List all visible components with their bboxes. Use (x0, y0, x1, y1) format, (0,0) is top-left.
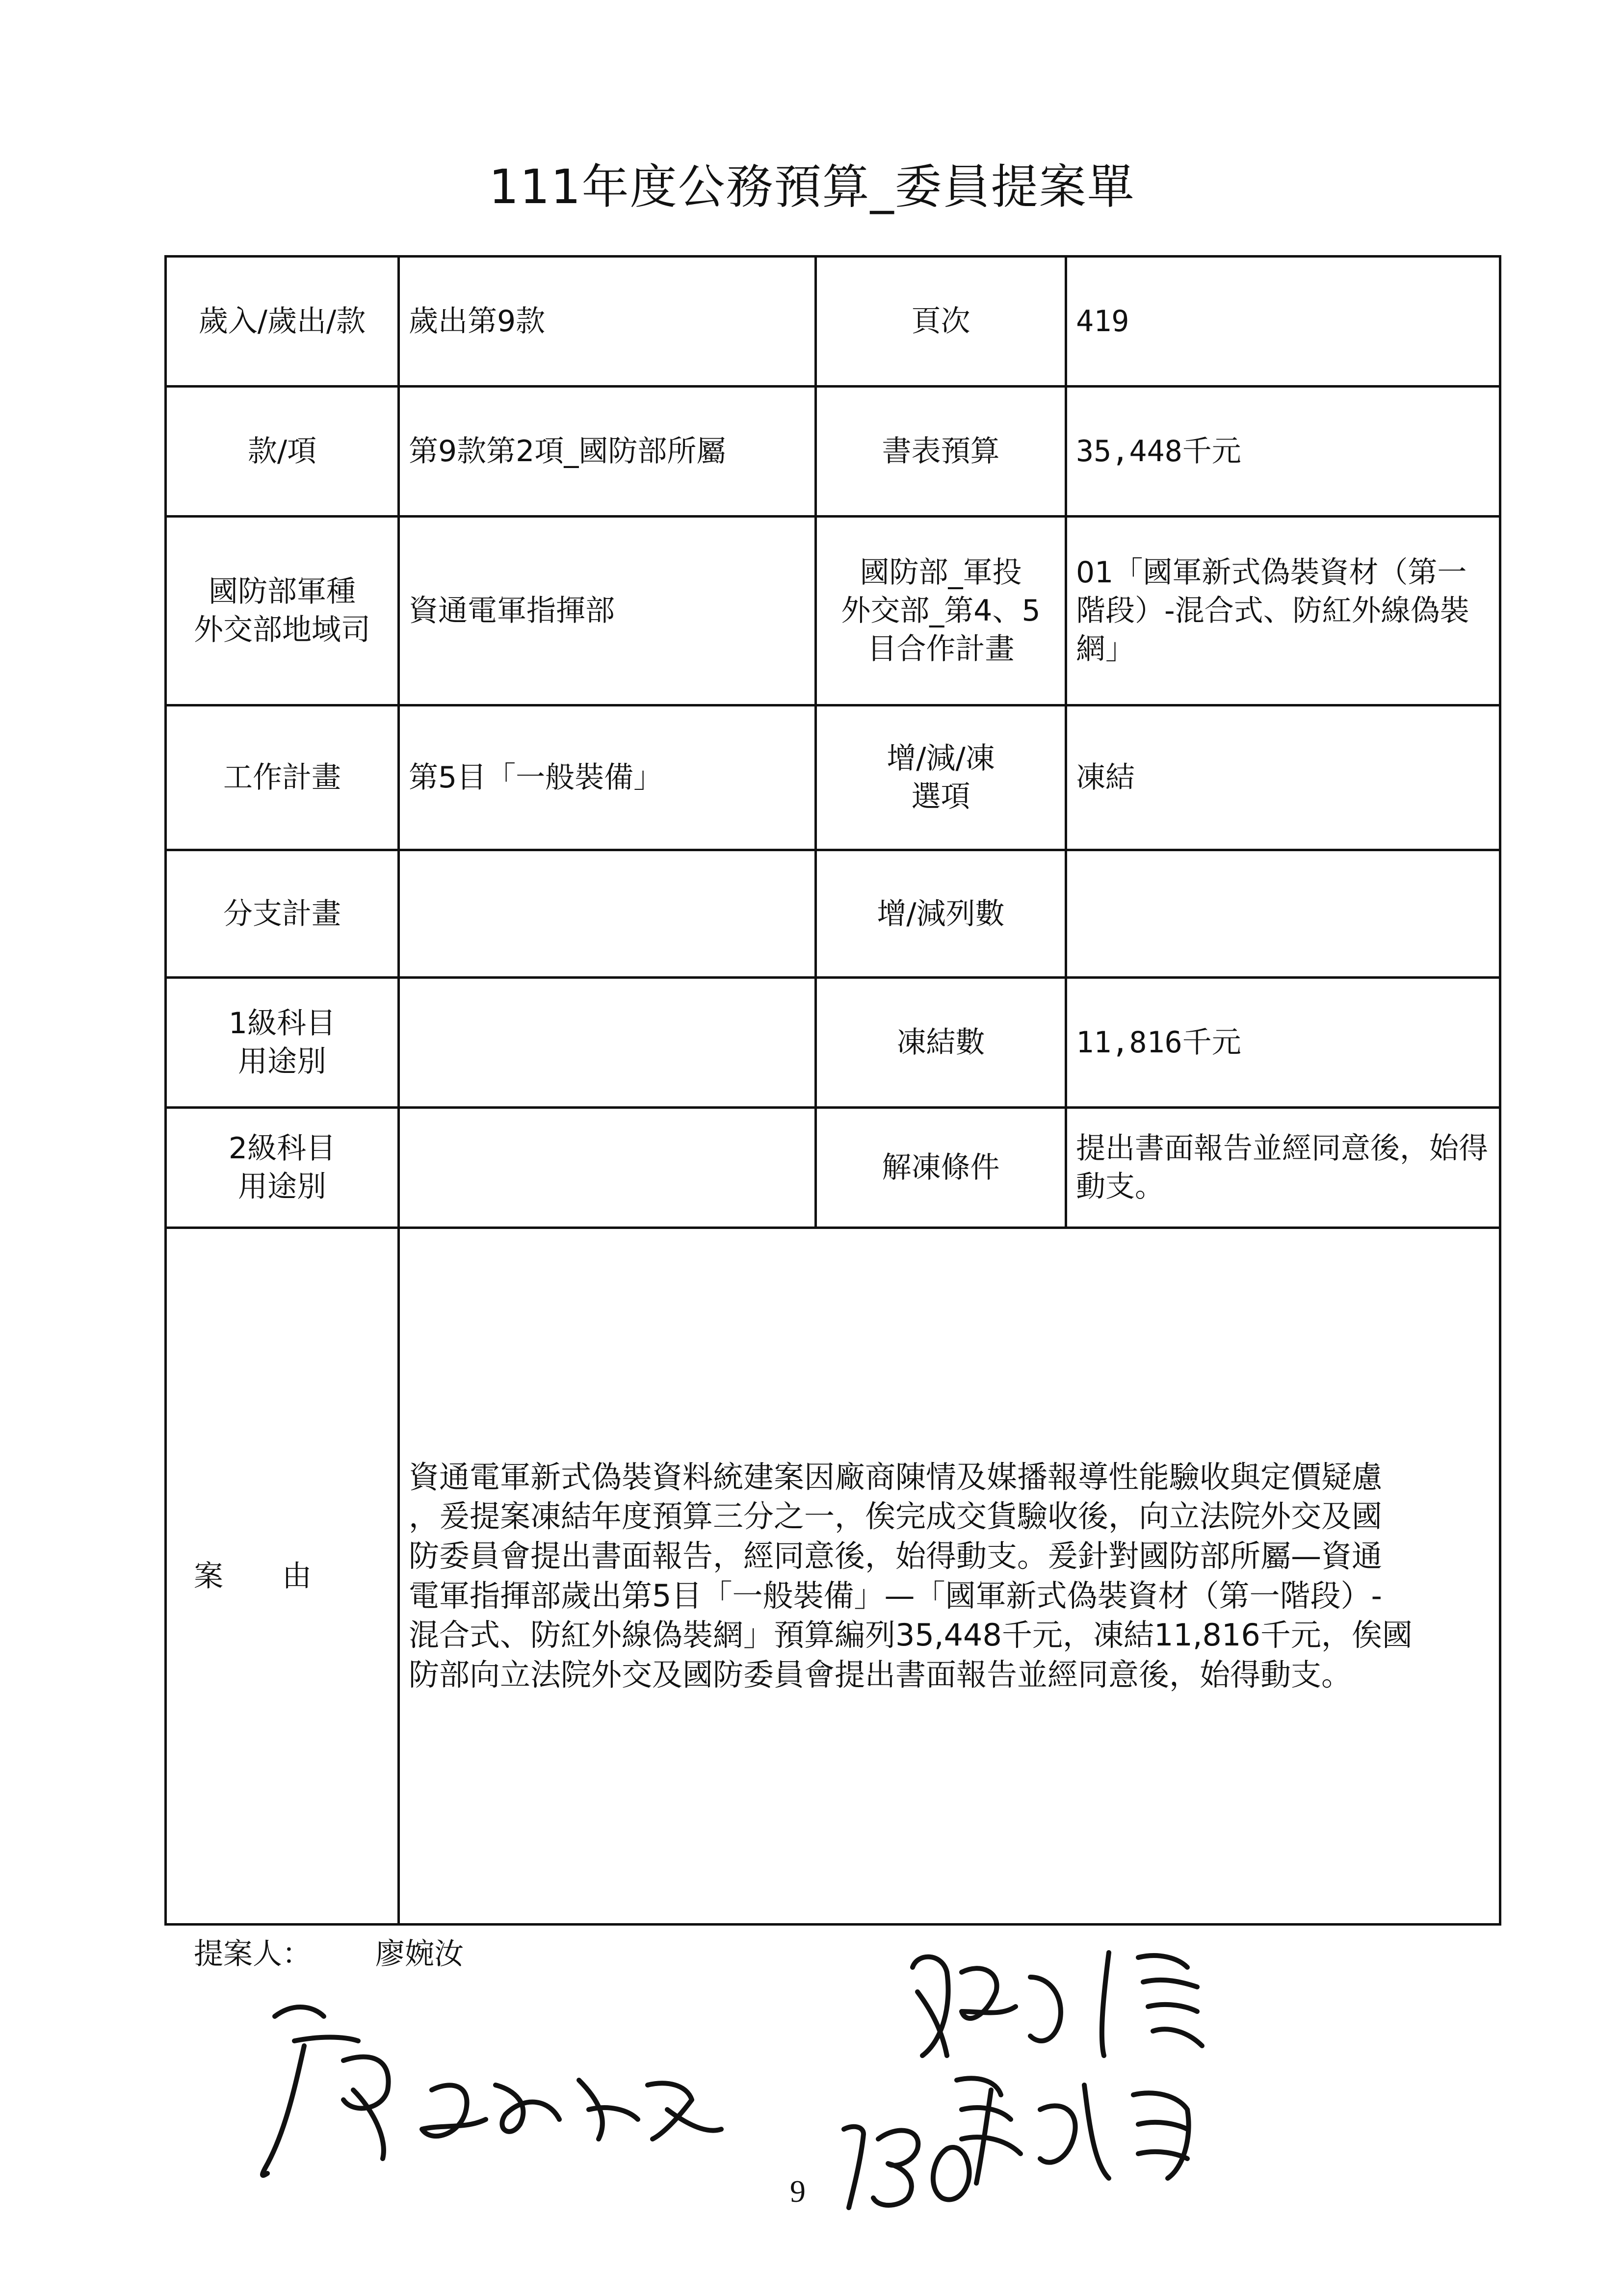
reason-line: 資通電軍新式偽裝資料統建案因廠商陳情及媒播報導性能驗收與定價疑慮 (409, 1459, 1383, 1495)
handwritten-number-130 (844, 2127, 969, 2208)
signature-right-top (913, 1953, 1202, 2056)
label-military-branch-line2: 外交部地域司 (194, 613, 370, 647)
value-action-option: 凍結 (1066, 705, 1500, 850)
label-statement-budget: 書表預算 (816, 387, 1066, 517)
value-work-plan: 第5目「一般裝備」 (399, 705, 816, 850)
value-cooperation-plan: 01「國軍新式偽裝資材（第一階段）-混合式、防紅外線偽裝網」 (1066, 517, 1500, 705)
value-freeze-amount: 11,816千元 (1066, 978, 1500, 1108)
label-level2-subject-line2: 用途別 (238, 1170, 326, 1204)
reason-line: 防部向立法院外交及國防委員會提出書面報告並經同意後，始得動支。 (409, 1656, 1352, 1693)
value-military-branch: 資通電軍指揮部 (399, 517, 816, 705)
value-page: 419 (1066, 257, 1500, 387)
label-adjust-amount: 增/減列數 (816, 850, 1066, 978)
label-action-option-line1: 增/減/凍 (887, 741, 995, 776)
label-work-plan: 工作計畫 (166, 705, 399, 850)
value-statement-budget: 35,448千元 (1066, 387, 1500, 517)
value-unfreeze-condition: 提出書面報告並經同意後，始得動支。 (1066, 1108, 1500, 1228)
label-freeze-amount: 凍結數 (816, 978, 1066, 1108)
reason-line: 防委員會提出書面報告，經同意後，始得動支。爰針對國防部所屬—資通 (409, 1538, 1383, 1574)
label-level1-subject-line1: 1級科目 (228, 1006, 336, 1041)
reason-line: 混合式、防紅外線偽裝網」預算編列35,448千元，凍結11,816千元，俟國 (409, 1617, 1413, 1653)
label-unfreeze-condition: 解凍條件 (816, 1108, 1066, 1228)
proposer-name: 廖婉汝 (375, 1937, 464, 1971)
label-cooperation-plan-line2: 外交部_第4、5 (841, 594, 1041, 628)
reason-line: ，爰提案凍結年度預算三分之一，俟完成交貨驗收後，向立法院外交及國 (409, 1498, 1383, 1535)
signature-right-bottom (957, 2078, 1189, 2183)
label-item: 款/項 (166, 387, 399, 517)
label-level1-subject-line2: 用途別 (238, 1044, 326, 1079)
label-level2-subject-line1: 2級科目 (228, 1131, 336, 1166)
page-number: 9 (790, 2174, 806, 2209)
value-item: 第9款第2項_國防部所屬 (399, 387, 816, 517)
reason-line: 電軍指揮部歲出第5目「一般裝備」—「國軍新式偽裝資材（第一階段）- (409, 1577, 1382, 1614)
label-budget-section: 歲入/歲出/款 (166, 257, 399, 387)
label-cooperation-plan-line3: 目合作計畫 (867, 632, 1015, 666)
value-budget-section: 歲出第9款 (399, 257, 816, 387)
label-page: 頁次 (816, 257, 1066, 387)
proposer-label: 提案人： (194, 1937, 312, 1971)
label-action-option-line2: 選項 (911, 780, 970, 814)
label-military-branch-line1: 國防部軍種 (209, 574, 356, 609)
label-cooperation-plan-line1: 國防部_軍投 (860, 555, 1022, 590)
document-title: 111年度公務預算_委員提案單 (489, 159, 1135, 214)
label-reason: 案由 (166, 1228, 399, 1925)
label-branch-plan: 分支計畫 (166, 850, 399, 978)
signature-left (262, 2007, 721, 2175)
